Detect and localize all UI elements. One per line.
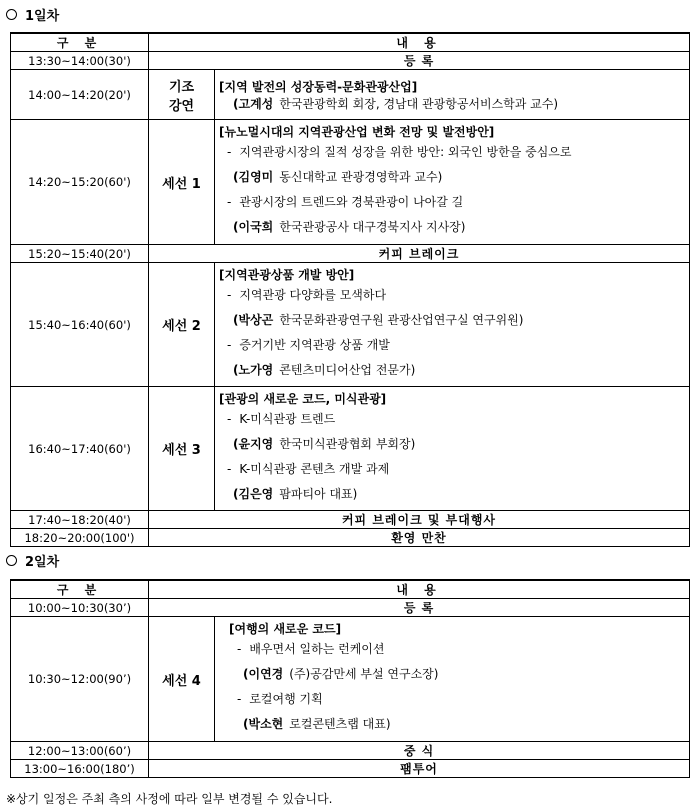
time-cell: 12:00~13:00(60’) <box>11 742 149 760</box>
talk-speaker: (김영미 동신대학교 관광경영학과 교수) <box>233 170 443 184</box>
talk-speaker: (이국희 한국관광공사 대구경북지사 지사장) <box>233 220 466 234</box>
table-row <box>11 617 690 742</box>
time-cell: 13:30~14:00(30') <box>11 52 149 70</box>
session-title: [관광의 새로운 코드, 미식관광] <box>219 391 387 406</box>
footnote: ※상기 일정은 주최 측의 사정에 따라 일부 변경될 수 있습니다. <box>6 792 333 806</box>
table-row <box>11 599 690 617</box>
circle-bullet-icon <box>6 9 17 20</box>
talk-topic: - 지역관광 다양화를 모색하다 <box>227 287 387 302</box>
time-cell: 10:30~12:00(90’) <box>11 617 149 742</box>
dinner-label: 환영 만찬 <box>149 529 690 547</box>
table-row <box>11 52 690 70</box>
day1-schedule-table <box>10 32 690 547</box>
header-time: 구 분 <box>11 580 149 599</box>
time-cell: 17:40~18:20(40') <box>11 511 149 529</box>
keynote-speaker: (고계성 한국관광학회 회장, 경남대 관광항공서비스학과 교수) <box>233 96 559 111</box>
session-label: 세선 3 <box>149 387 215 511</box>
talk-speaker: (박소현 로컬콘텐츠랩 대표) <box>243 717 391 731</box>
talk-topic: - K-미식관광 트렌드 <box>227 411 336 426</box>
header-content: 내 용 <box>149 580 690 599</box>
time-cell: 10:00~10:30(30’) <box>11 599 149 617</box>
time-cell: 16:40~17:40(60') <box>11 387 149 511</box>
talk-speaker: (윤지영 한국미식관광협회 부회장) <box>233 436 416 451</box>
table-row <box>11 70 690 120</box>
session-title: [여행의 새로운 코드] <box>229 622 342 636</box>
break-label: 커피 브레이크 및 부대행사 <box>149 511 690 529</box>
talk-topic: - 로컬여행 기획 <box>237 692 323 706</box>
time-cell: 14:20~15:20(60') <box>11 120 149 245</box>
tour-label: 팸투어 <box>149 760 690 778</box>
table-row <box>11 760 690 778</box>
talk-speaker: (박상곤 한국문화관광연구원 관광산업연구실 연구위원) <box>233 312 524 327</box>
table-header-row <box>11 33 690 52</box>
break-label: 커피 브레이크 <box>149 245 690 263</box>
time-cell: 14:00~14:20(20') <box>11 70 149 120</box>
table-row <box>11 511 690 529</box>
lunch-label: 중 식 <box>149 742 690 760</box>
day2-schedule-table <box>10 579 690 778</box>
keynote-label: 기조 강연 <box>149 70 215 120</box>
talk-topic: - 배우면서 일하는 런케이션 <box>237 642 385 656</box>
table-row <box>11 387 690 511</box>
time-cell: 13:00~16:00(180’) <box>11 760 149 778</box>
keynote-title: [지역 발전의 성장동력-문화관광산업] <box>219 79 418 94</box>
table-row <box>11 529 690 547</box>
registration-label: 등 록 <box>149 52 690 70</box>
header-time: 구 분 <box>11 33 149 52</box>
table-row <box>11 120 690 245</box>
talk-topic: - 관광시장의 트렌드와 경북관광이 나아갈 길 <box>227 195 464 209</box>
talk-topic: - 증거기반 지역관광 상품 개발 <box>227 337 390 352</box>
talk-speaker: (김은영 팜파티아 대표) <box>233 486 358 501</box>
session-label: 세선 2 <box>149 263 215 387</box>
keynote-content <box>215 70 690 120</box>
session-label: 세선 1 <box>149 120 215 245</box>
session-title: [지역관광상품 개발 방안] <box>219 267 355 282</box>
table-header-row <box>11 580 690 599</box>
table-row <box>11 742 690 760</box>
time-cell: 15:20~15:40(20') <box>11 245 149 263</box>
talk-speaker: (이연경 (주)공감만세 부설 연구소장) <box>243 667 439 681</box>
time-cell: 18:20~20:00(100') <box>11 529 149 547</box>
session-title: [뉴노멀시대의 지역관광산업 변화 전망 및 발전방안] <box>219 125 495 139</box>
session-label: 세선 4 <box>149 617 215 742</box>
talk-topic: - K-미식관광 콘텐츠 개발 과제 <box>227 461 390 476</box>
header-content: 내 용 <box>149 33 690 52</box>
session-content <box>215 120 690 245</box>
circle-bullet-icon <box>6 555 17 566</box>
session-content <box>215 263 690 387</box>
table-row <box>11 263 690 387</box>
registration-label: 등 록 <box>149 599 690 617</box>
day1-heading: 1일차 <box>6 5 59 24</box>
session-content <box>215 617 690 742</box>
time-cell: 15:40~16:40(60') <box>11 263 149 387</box>
table-row <box>11 245 690 263</box>
day2-heading: 2일차 <box>6 551 59 570</box>
talk-speaker: (노가영 콘텐츠미디어산업 전문가) <box>233 362 416 377</box>
session-content <box>215 387 690 511</box>
talk-topic: - 지역관광시장의 질적 성장을 위한 방안: 외국인 방한을 중심으로 <box>227 145 572 159</box>
